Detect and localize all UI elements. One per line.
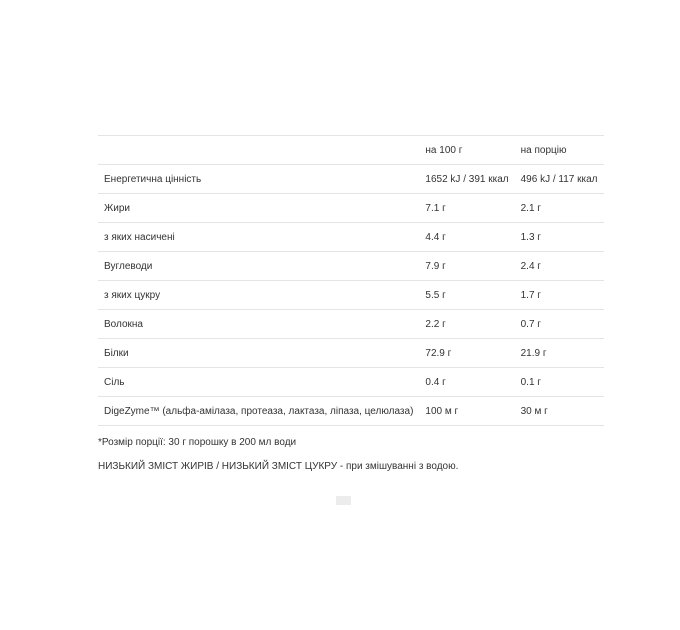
table-row	[98, 252, 604, 281]
header-per-portion: на порцію	[520, 144, 567, 156]
value-per-portion: 0.7 г	[520, 318, 541, 330]
header-per-100g: на 100 г	[425, 144, 463, 156]
value-per-100g: 72.9 г	[425, 347, 452, 359]
nutrient-name: з яких цукру	[104, 289, 161, 301]
nutrition-claims-note: НИЗЬКИЙ ЗМІСТ ЖИРІВ / НИЗЬКИЙ ЗМІСТ ЦУКРУ - при змішуванні з водою.	[98, 461, 459, 472]
nutrient-name: Сіль	[104, 376, 125, 388]
value-per-100g: 0.4 г	[425, 376, 446, 388]
nutrient-name: Жири	[104, 202, 130, 214]
nutrient-name: DigeZyme™ (альфа-амілаза, протеаза, лактаза, ліпаза, целюлаза)	[104, 405, 414, 417]
nutrient-name: з яких насичені	[104, 231, 175, 243]
value-per-100g: 4.4 г	[425, 231, 446, 243]
table-row	[98, 368, 604, 397]
table-row	[98, 281, 604, 310]
value-per-100g: 5.5 г	[425, 289, 446, 301]
value-per-portion: 1.3 г	[520, 231, 541, 243]
value-per-portion: 0.1 г	[520, 376, 541, 388]
value-per-100g: 2.2 г	[425, 318, 446, 330]
value-per-portion: 2.4 г	[520, 260, 541, 272]
nutrition-table	[98, 135, 604, 426]
nutrient-name: Вуглеводи	[104, 260, 153, 272]
value-per-portion: 1.7 г	[520, 289, 541, 301]
nutrient-name: Волокна	[104, 318, 143, 330]
value-per-portion: 21.9 г	[520, 347, 547, 359]
value-per-portion: 30 м г	[520, 405, 548, 417]
nutrient-name: Енергетична цінність	[104, 173, 202, 185]
value-per-100g: 7.9 г	[425, 260, 446, 272]
value-per-portion: 496 kJ / 117 ккал	[520, 173, 598, 185]
table-row	[98, 165, 604, 194]
value-per-100g: 7.1 г	[425, 202, 446, 214]
table-row	[98, 223, 604, 252]
header-name	[98, 136, 419, 165]
table-header-row	[98, 136, 604, 165]
table-row	[98, 310, 604, 339]
nutrient-name: Білки	[104, 347, 129, 359]
table-row	[98, 339, 604, 368]
value-per-100g: 1652 kJ / 391 ккал	[425, 173, 509, 185]
table-row	[98, 397, 604, 426]
serving-size-note: *Розмір порції: 30 г порошку в 200 мл води	[98, 437, 297, 448]
table-row	[98, 194, 604, 223]
image-placeholder	[336, 496, 351, 505]
value-per-100g: 100 м г	[425, 405, 459, 417]
value-per-portion: 2.1 г	[520, 202, 541, 214]
